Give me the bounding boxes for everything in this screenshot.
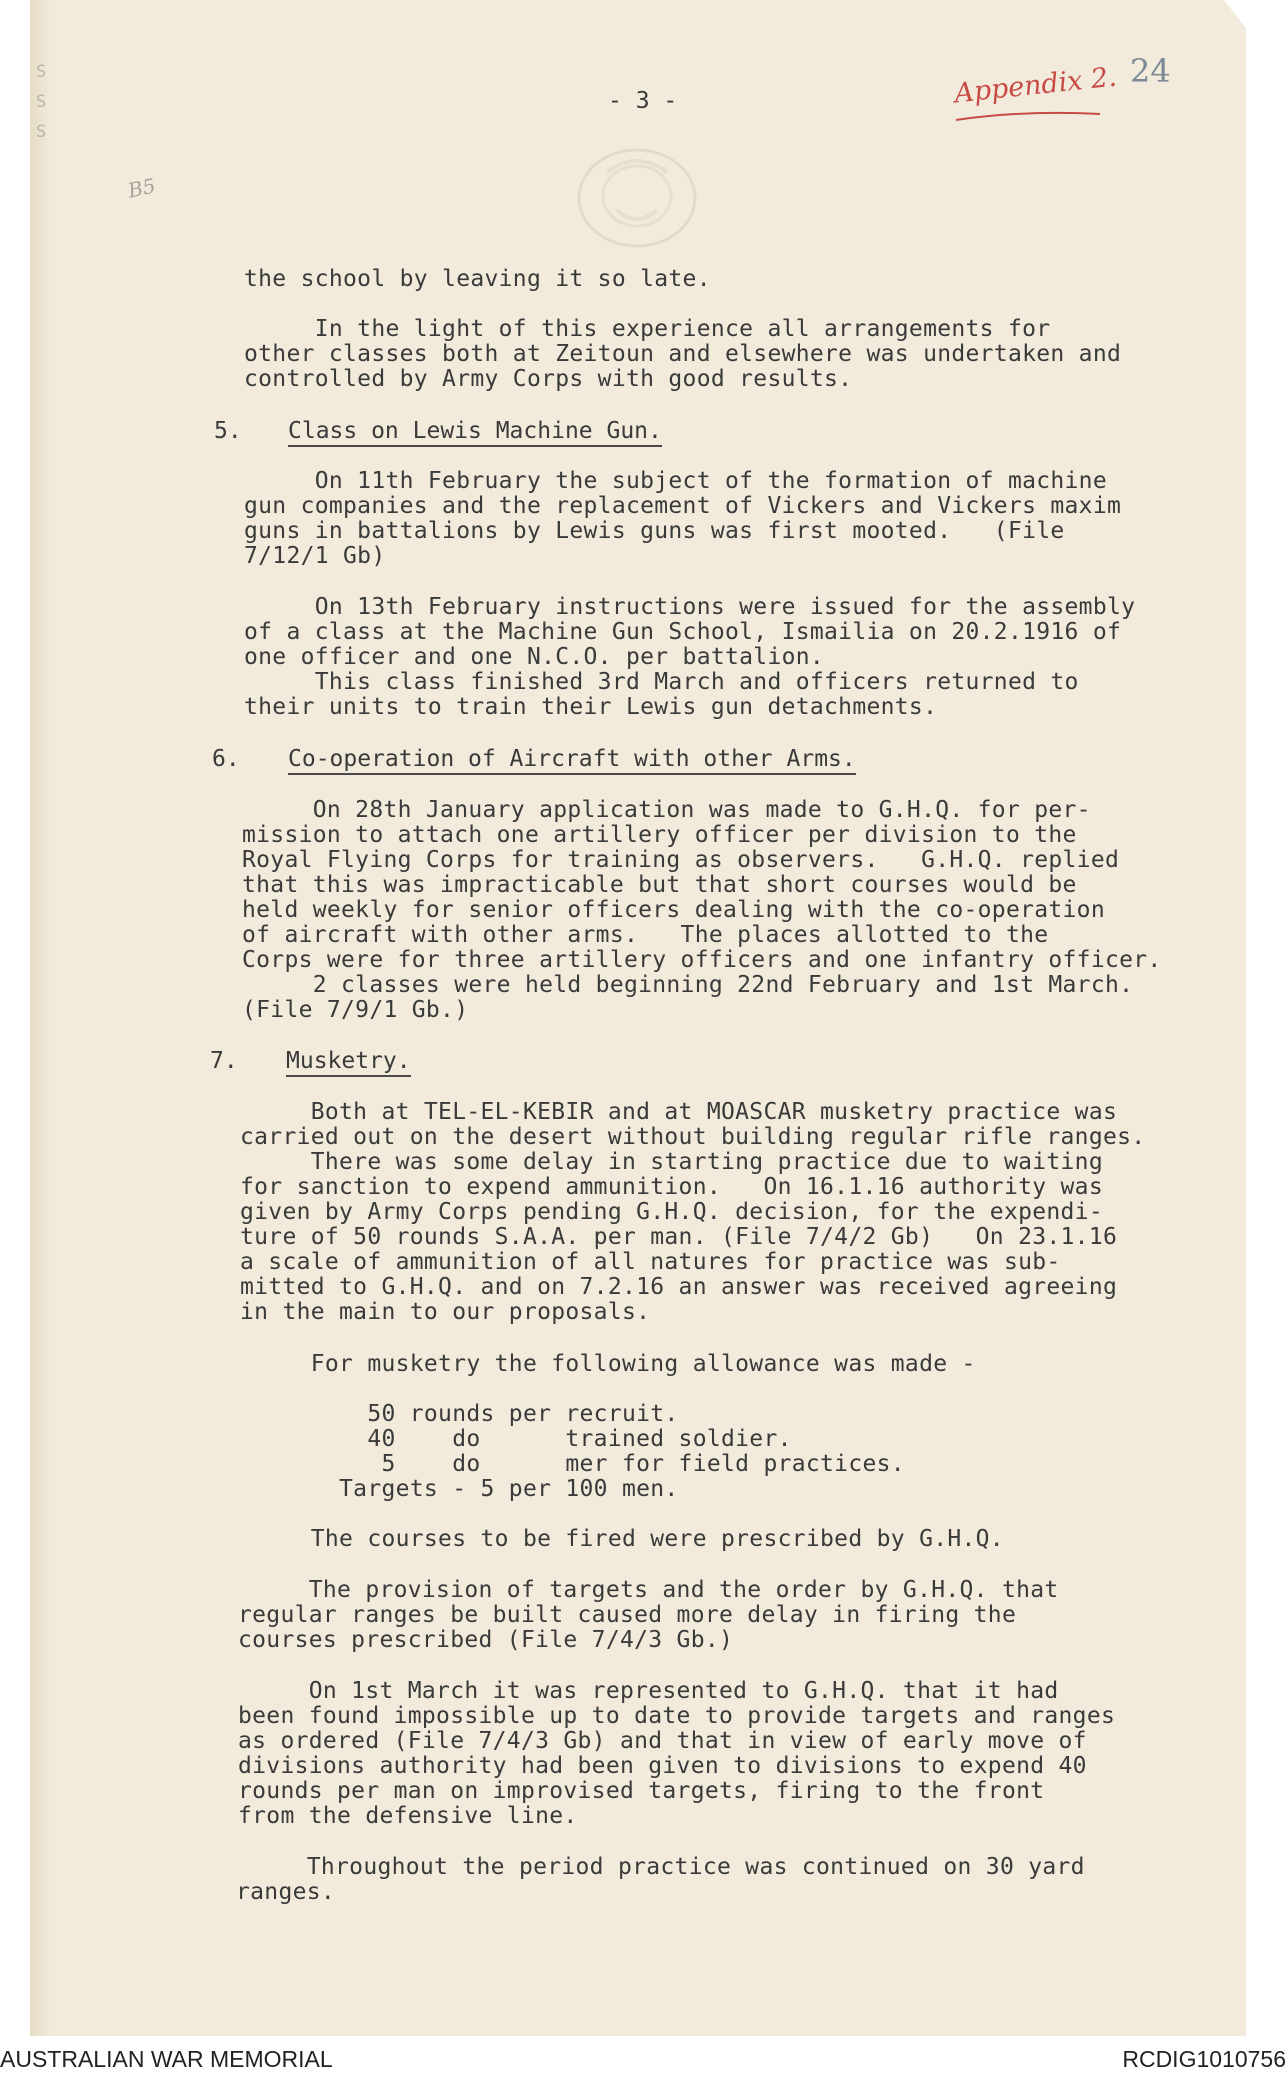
margin-mark: S: [36, 122, 47, 142]
text-line: in the main to our proposals.: [240, 1299, 651, 1325]
text-line: given by Army Corps pending G.H.Q. decision, for the expendi-: [240, 1199, 1103, 1225]
text-line: as ordered (File 7/4/3 Gb) and that in view of early move of: [238, 1728, 1087, 1754]
text-line: The provision of targets and the order by G.H.Q. that: [238, 1577, 1059, 1603]
text-line: Both at TEL-EL-KEBIR and at MOASCAR musketry practice was: [240, 1099, 1118, 1125]
margin-mark: S: [36, 62, 47, 82]
text-line: (File 7/9/1 Gb.): [242, 997, 469, 1023]
allowance-item: 50 rounds per recruit.: [240, 1401, 679, 1427]
text-line: On 1st March it was represented to G.H.Q. that it had: [238, 1678, 1059, 1704]
text-line: Royal Flying Corps for training as observers. G.H.Q. replied: [242, 847, 1120, 873]
text-line: On 13th February instructions were issued for the assembly: [244, 594, 1136, 620]
footer-source: AUSTRALIAN WAR MEMORIAL: [0, 2046, 333, 2072]
text-line: regular ranges be built caused more delay in firing the: [238, 1602, 1017, 1628]
text-line: 7/12/1 Gb): [244, 543, 386, 569]
text-line: On 28th January application was made to G.H.Q. for per-: [242, 797, 1091, 823]
section-heading: Co-operation of Aircraft with other Arms.: [288, 746, 856, 775]
text-line: controlled by Army Corps with good results.: [244, 366, 853, 392]
text-line: On 11th February the subject of the formation of machine: [244, 468, 1107, 494]
allowance-intro: For musketry the following allowance was made -: [240, 1351, 976, 1377]
text-line: ranges.: [236, 1879, 336, 1905]
page-number: - 3 -: [608, 88, 678, 114]
section-heading: Class on Lewis Machine Gun.: [288, 418, 662, 447]
text-line: The courses to be fired were prescribed by G.H.Q.: [240, 1526, 1004, 1552]
page-left-edge: [30, 0, 52, 2036]
text-line: that this was impracticable but that short courses would be: [242, 872, 1077, 898]
embossed-seal-icon: [562, 140, 712, 258]
text-line: In the light of this experience all arrangements for: [244, 316, 1051, 342]
text-line: mission to attach one artillery officer per division to the: [242, 822, 1077, 848]
folio-number: 24: [1130, 52, 1171, 90]
text-line: other classes both at Zeitoun and elsewhere was undertaken and: [244, 341, 1122, 367]
intro-line: the school by leaving it so late.: [244, 266, 711, 292]
text-line: from the defensive line.: [238, 1803, 578, 1829]
section-heading: Musketry.: [286, 1048, 411, 1077]
text-line: of a class at the Machine Gun School, Ismailia on 20.2.1916 of: [244, 619, 1122, 645]
text-line: divisions authority had been given to divisions to expend 40: [238, 1753, 1087, 1779]
allowance-item: Targets - 5 per 100 men.: [240, 1476, 679, 1502]
text-line: Corps were for three artillery officers and one infantry officer.: [242, 947, 1162, 973]
annotation-underline: [954, 108, 1104, 124]
text-line: one officer and one N.C.O. per battalion.: [244, 644, 825, 670]
text-line: guns in battalions by Lewis guns was first mooted. (File: [244, 518, 1065, 544]
text-line: This class finished 3rd March and officers returned to: [244, 669, 1079, 695]
text-line: mitted to G.H.Q. and on 7.2.16 an answer was received agreeing: [240, 1274, 1118, 1300]
text-line: held weekly for senior officers dealing with the co-operation: [242, 897, 1105, 923]
text-line: 2 classes were held beginning 22nd February and 1st March.: [242, 972, 1134, 998]
text-line: gun companies and the replacement of Vickers and Vickers maxim: [244, 493, 1122, 519]
text-line: their units to train their Lewis gun detachments.: [244, 694, 938, 720]
pencil-mark: B5: [125, 173, 158, 203]
text-line: carried out on the desert without building regular rifle ranges.: [240, 1124, 1146, 1150]
section-number: 7.: [210, 1048, 238, 1074]
margin-mark: S: [36, 92, 47, 112]
text-line: courses prescribed (File 7/4/3 Gb.): [238, 1627, 734, 1653]
appendix-annotation: Appendix 2.: [952, 61, 1119, 110]
text-line: of aircraft with other arms. The places allotted to the: [242, 922, 1049, 948]
text-line: a scale of ammunition of all natures for practice was sub-: [240, 1249, 1061, 1275]
section-number: 5.: [214, 418, 242, 444]
text-line: rounds per man on improvised targets, firing to the front: [238, 1778, 1045, 1804]
footer-id: RCDIG1010756: [1122, 2046, 1286, 2072]
allowance-item: 5 do mer for field practices.: [240, 1451, 905, 1477]
allowance-item: 40 do trained soldier.: [240, 1426, 792, 1452]
text-line: Throughout the period practice was continued on 30 yard: [236, 1854, 1085, 1880]
text-line: been found impossible up to date to provide targets and ranges: [238, 1703, 1116, 1729]
text-line: ture of 50 rounds S.A.A. per man. (File 7/4/2 Gb) On 23.1.16: [240, 1224, 1118, 1250]
text-line: There was some delay in starting practice due to waiting: [240, 1149, 1103, 1175]
section-number: 6.: [212, 746, 240, 772]
text-line: for sanction to expend ammunition. On 16.1.16 authority was: [240, 1174, 1103, 1200]
